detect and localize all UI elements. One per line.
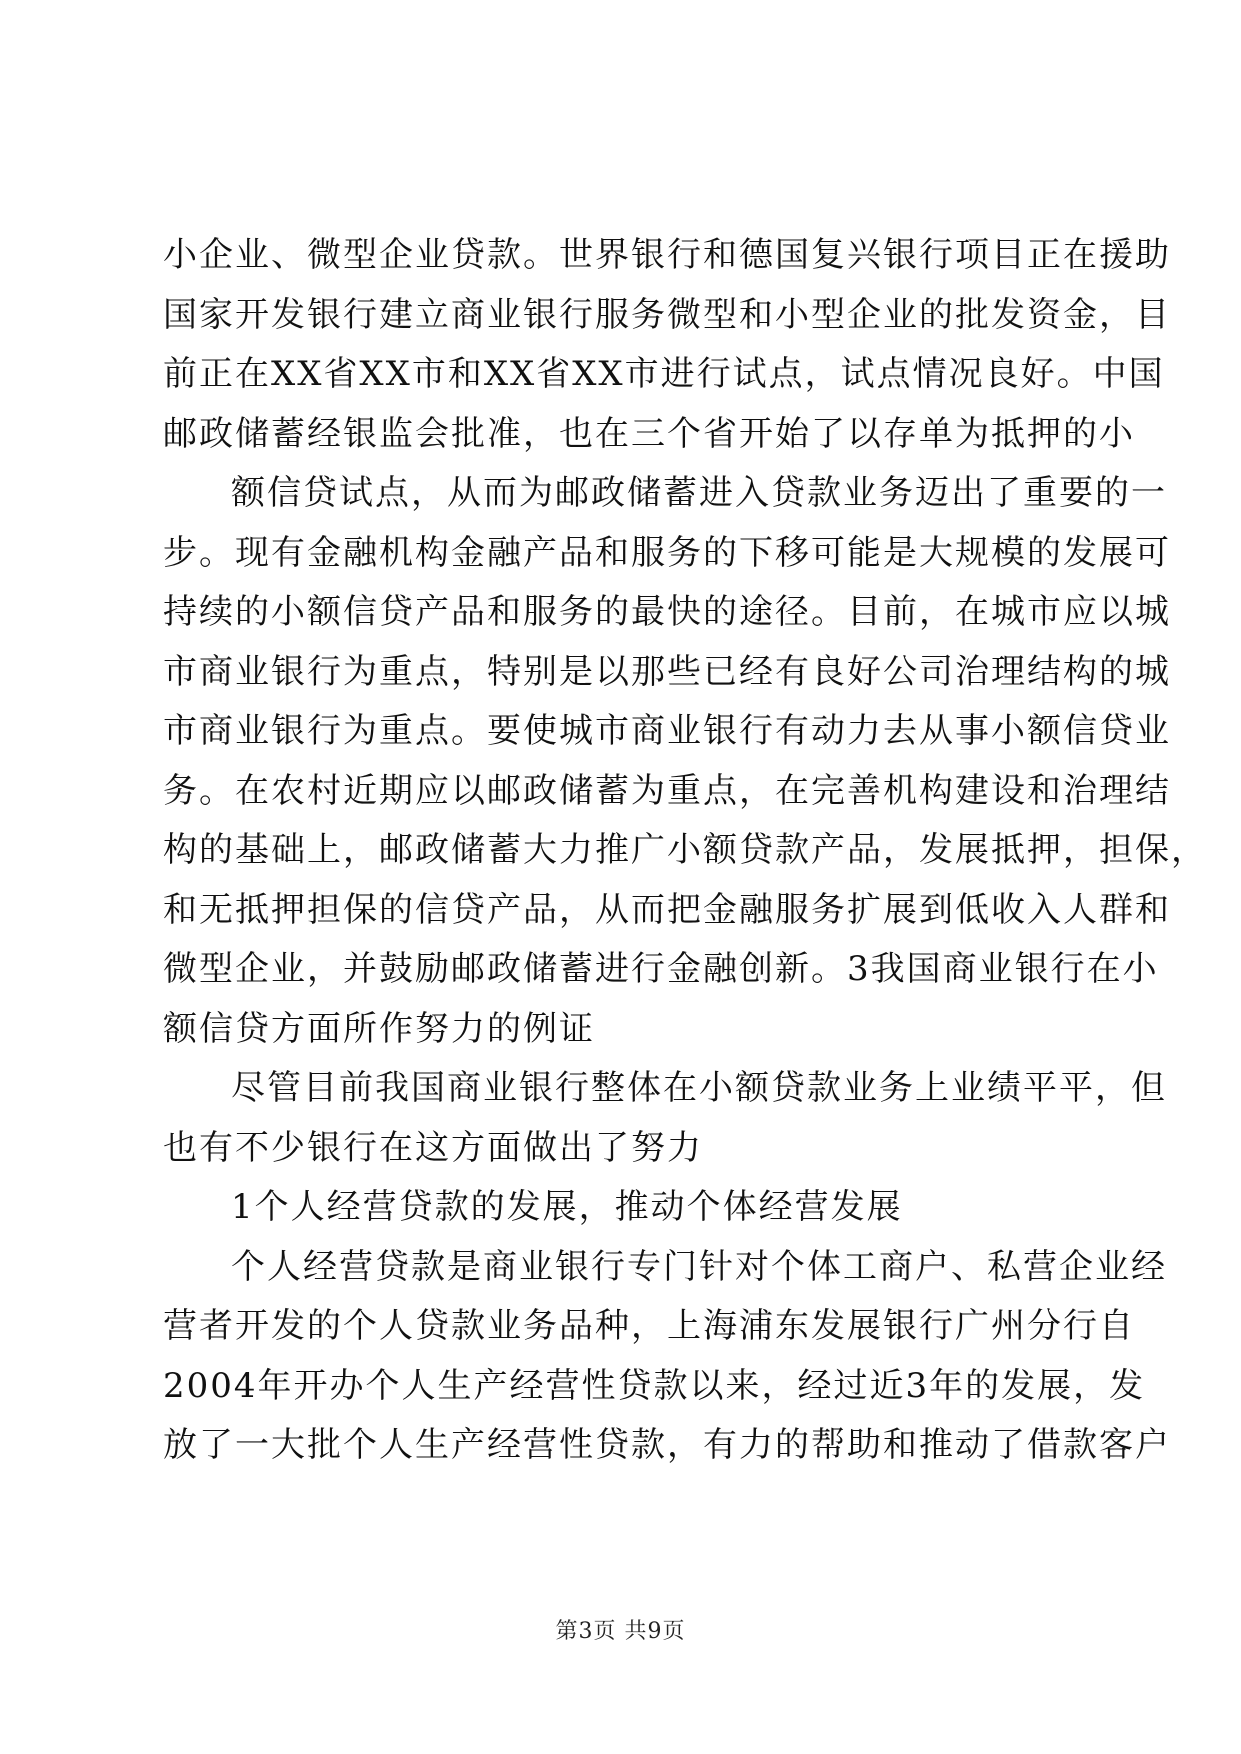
text-line: 构的基础上，邮政储蓄大力推广小额贷款产品，发展抵押，担保， [163, 830, 1207, 870]
text-line: 额信贷试点，从而为邮政储蓄进入贷款业务迈出了重要的一 [231, 473, 1167, 513]
text-line: 微型企业，并鼓励邮政储蓄进行金融创新。3我国商业银行在小 [163, 949, 1159, 989]
text-line: 放了一大批个人生产经营性贷款，有力的帮助和推动了借款客户 [163, 1425, 1171, 1465]
text-line: 尽管目前我国商业银行整体在小额贷款业务上业绩平平，但 [231, 1068, 1167, 1108]
text-line: 市商业银行为重点。要使城市商业银行有动力去从事小额信贷业 [163, 711, 1171, 751]
section-heading: 1个人经营贷款的发展，推动个体经营发展 [231, 1187, 903, 1227]
text-line: 市商业银行为重点，特别是以那些已经有良好公司治理结构的城 [163, 651, 1171, 692]
text-line: 持续的小额信贷产品和服务的最快的途径。目前，在城市应以城 [163, 592, 1171, 632]
page-number-footer: 第3页 共9页 [555, 1619, 686, 1644]
text-line: 也有不少银行在这方面做出了努力 [163, 1127, 703, 1168]
text-line: 额信贷方面所作努力的例证 [163, 1008, 595, 1049]
text-line: 和无抵押担保的信贷产品，从而把金融服务扩展到低收入人群和 [163, 889, 1171, 930]
text-line: 前正在XX省XX市和XX省XX市进行试点，试点情况良好。中国 [163, 354, 1165, 394]
body-text [163, 226, 1207, 1476]
text-line: 营者开发的个人贷款业务品种，上海浦东发展银行广州分行自 [163, 1306, 1135, 1346]
text-line: 小企业、微型企业贷款。世界银行和德国复兴银行项目正在援助 [163, 235, 1171, 275]
text-line: 步。现有金融机构金融产品和服务的下移可能是大规模的发展可 [163, 532, 1171, 573]
text-line: 个人经营贷款是商业银行专门针对个体工商户、私营企业经 [231, 1246, 1167, 1287]
text-line: 国家开发银行建立商业银行服务微型和小型企业的批发资金，目 [163, 294, 1171, 335]
text-line: 邮政储蓄经银监会批准，也在三个省开始了以存单为抵押的小 [163, 413, 1135, 454]
text-line: 务。在农村近期应以邮政储蓄为重点，在完善机构建设和治理结 [163, 770, 1171, 811]
text-line: 2004年开办个人生产经营性贷款以来，经过近3年的发展，发 [163, 1365, 1146, 1406]
